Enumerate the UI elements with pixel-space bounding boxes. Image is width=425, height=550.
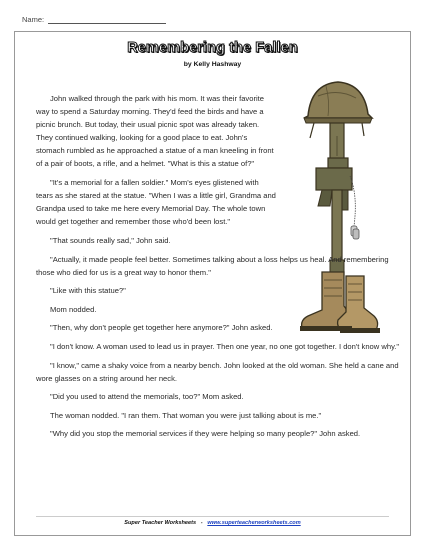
footer-divider [36,516,389,517]
story-paragraph: "Then, why don't people get together here anymore?" John asked. [50,323,273,333]
story-paragraph: "It's a memorial for a fallen soldier." Mom's eyes glistened with tears as she stared at the statue. "When I was a little girl, Grandma and Grandpa used to take me here every Memorial Day. The whole town would get together and remember those who'd been lost." [36,178,276,227]
story-paragraph: "I know," came a shaky voice from a nearby bench. John looked at the old woman. She held a cane and wore glasses on a string around her neck. [36,360,399,383]
story-paragraph: John walked through the park with his mom. It was their favorite way to spend a Saturday morning. They'd feed the birds and have a picnic brunch. But today, their usual picnic spot was already taken. They continued walking, looking for a good place to eat. John's stomach rumbled as he approached a statue of a man kneeling in front of a pair of boots, a rifle, and a helmet. "What is this a statue of?" [36,94,274,169]
story-paragraph: "Why did you stop the memorial services if they were helping so many people?" John asked. [50,429,361,439]
footer-url-link[interactable]: www.superteacherworksheets.com [207,520,301,526]
name-line[interactable] [48,15,166,24]
name-field [22,15,166,24]
footer-separator: - [200,520,203,526]
story-text [36,92,404,446]
story-paragraph: "Actually, it made people feel better. Sometimes talking about a loss helps us heal. And remembering those who died for us is a great way to honor them." [36,254,389,277]
story-paragraph: "Did you used to attend the memorials, too?" Mom asked. [50,392,244,402]
footer-brand: Super Teacher Worksheets [124,520,197,526]
story-paragraph: "That sounds really sad," John said. [50,235,171,245]
worksheet-title: Remembering the Fallen [127,40,298,56]
story-paragraph: "Like with this statue?" [50,286,126,296]
byline: by Kelly Hashway [183,61,242,68]
story-paragraph: Mom nodded. [50,304,97,314]
footer [0,520,425,526]
name-label: Name: [22,15,45,24]
story-paragraph: "I don't know. A woman used to lead us in prayer. Then one year, no one got together. I don't know why." [50,342,400,351]
story-paragraph: The woman nodded. "I ran them. That woman you were just talking about is me." [50,410,322,420]
